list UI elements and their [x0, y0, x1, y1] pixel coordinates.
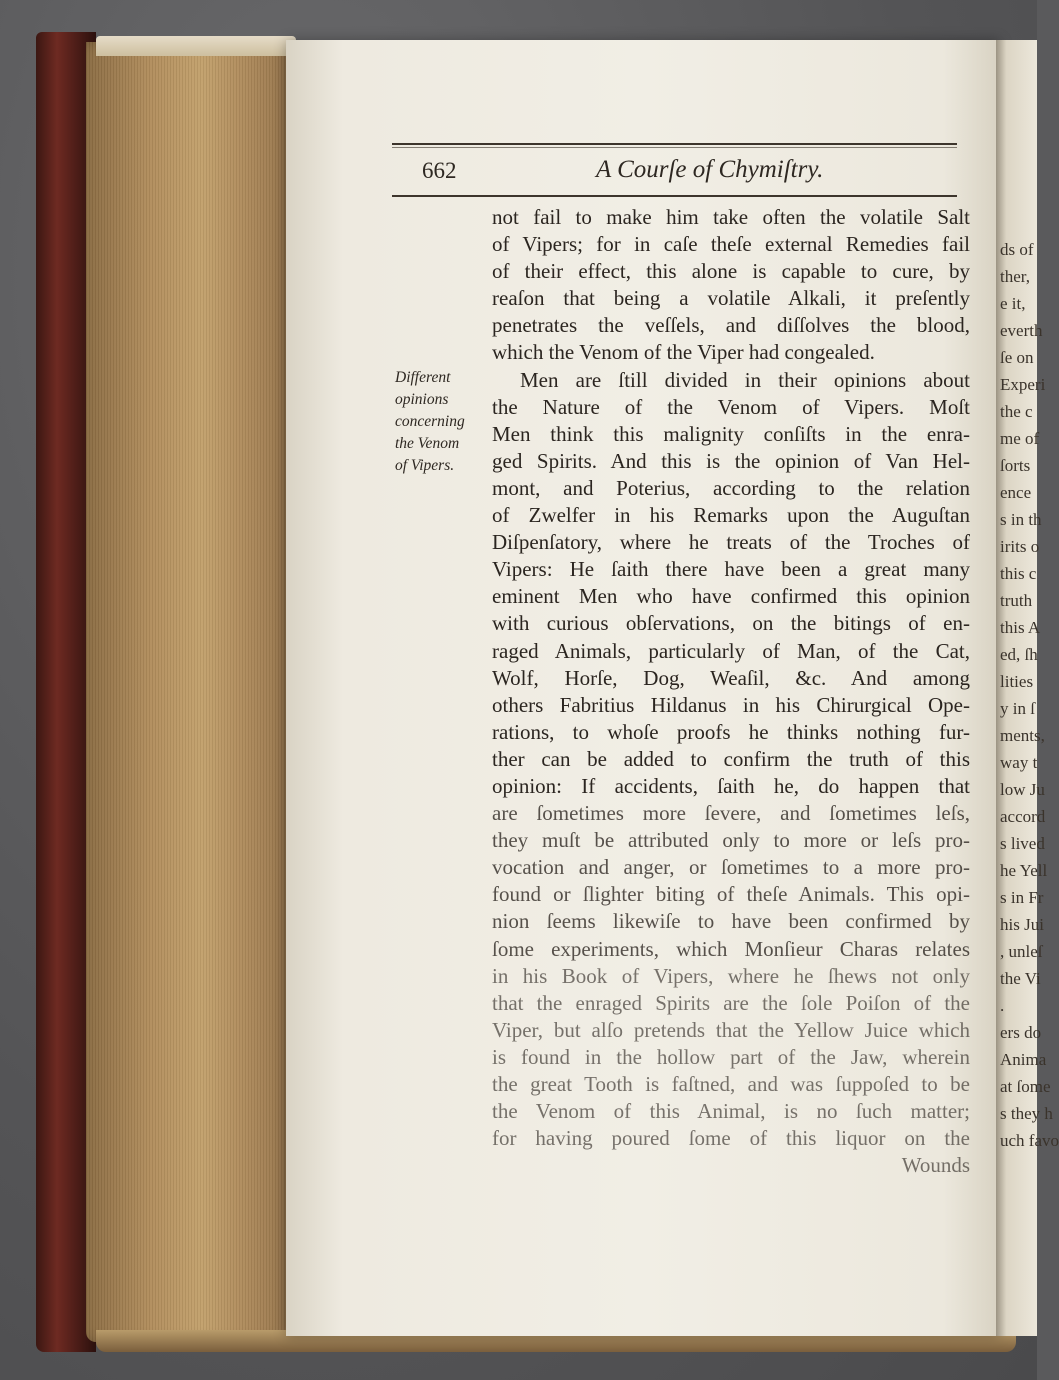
body-line: which the Venom of the Viper had congealed. — [492, 340, 875, 365]
body-line: ged Spirits. And this is the opinion of Van Hel- — [492, 448, 970, 473]
adjacent-page-line: the Vi — [1000, 969, 1041, 988]
adjacent-page-line: Anima — [1000, 1050, 1047, 1069]
body-line: the great Tooth is faſtned, and was ſuppoſed to be — [492, 1072, 970, 1096]
adjacent-page-line: s in th — [1000, 510, 1042, 529]
adjacent-page-line: ments, — [1000, 726, 1045, 745]
body-line: Viper, but alſo pretends that the Yellow Juice which — [492, 1017, 970, 1042]
body-line: of Vipers; for in caſe theſe external Remedies fail — [492, 232, 970, 257]
adjacent-page-line: s they h — [1000, 1104, 1053, 1123]
adjacent-page-line: s in Fr — [1000, 888, 1044, 907]
body-line: found or ſlighter biting of theſe Animals. This opi- — [492, 882, 970, 907]
header-rule-top-thin — [392, 147, 957, 148]
adjacent-page — [996, 40, 1059, 1336]
header-rule-bottom — [392, 195, 957, 197]
margin-note-line: the Venom — [395, 435, 460, 452]
margin-note — [395, 367, 487, 477]
adjacent-page-line: e it, — [1000, 294, 1026, 313]
adjacent-page-line: ence — [1000, 483, 1032, 502]
body-line: with curious obſervations, on the bitings of en- — [492, 611, 970, 636]
body-line: reaſon that being a volatile Alkali, it preſently — [492, 286, 970, 311]
adjacent-page-line: me of — [1000, 429, 1040, 448]
body-line: raged Animals, particularly of Man, of the Cat, — [492, 638, 970, 663]
body-line: Vipers: He ſaith there have been a great many — [492, 557, 970, 582]
adjacent-page-line: ed, ſh — [1000, 645, 1038, 664]
adjacent-page-line: this c — [1000, 564, 1037, 583]
body-line: for having poured ſome of this liquor on the — [492, 1126, 970, 1151]
body-line: Diſpenſatory, where he treats of the Troches of — [492, 530, 970, 555]
adjacent-page-line: ſe on — [1000, 348, 1034, 367]
body-line: the Nature of the Venom of Vipers. Moſt — [492, 394, 970, 419]
body-line: not fail to make him take often the volatile Salt — [492, 205, 970, 229]
page-edges — [86, 42, 296, 1342]
adjacent-page-line: y in ſ — [1000, 699, 1035, 718]
adjacent-page-line: ſorts — [1000, 456, 1031, 475]
body-line: nion ſeems likewiſe to have been confirmed by — [492, 909, 970, 934]
body-line: Men are ſtill divided in their opinions about — [520, 367, 970, 392]
body-text — [492, 204, 970, 1179]
adjacent-page-line: ers do — [1000, 1023, 1042, 1042]
adjacent-page-line: way t — [1000, 753, 1038, 772]
body-line: of their effect, this alone is capable to cure, by — [492, 259, 970, 284]
page-edges-top — [96, 36, 296, 56]
body-line: penetrates the veſſels, and diſſolves the blood, — [492, 313, 970, 338]
adjacent-page-line: he Yell — [1000, 861, 1048, 880]
body-line: mont, and Poterius, according to the relation — [492, 475, 970, 500]
adjacent-page-line: his Jui — [1000, 915, 1044, 934]
body-line: rations, to whoſe proofs he thinks nothing fur- — [492, 719, 970, 744]
body-line: is found in the hollow part of the Jaw, wherein — [492, 1044, 970, 1069]
adjacent-page-line: this A — [1000, 618, 1041, 637]
adjacent-page-line: lities — [1000, 672, 1034, 691]
body-line: are ſometimes more ſevere, and ſometimes leſs, — [492, 801, 970, 826]
header-rule-top — [392, 143, 957, 145]
adjacent-page-line: accord — [1000, 807, 1046, 826]
margin-note-line: concerning — [395, 413, 465, 430]
adjacent-page-line: everth — [1000, 321, 1043, 340]
margin-note-line: opinions — [395, 391, 449, 408]
body-line: opinion: If accidents, ſaith he, do happen that — [492, 773, 970, 798]
body-line: in his Book of Vipers, where he ſhews not only — [492, 963, 970, 988]
adjacent-page-line: ther, — [1000, 267, 1030, 286]
body-line: others Fabritius Hildanus in his Chirurgical Ope- — [492, 692, 970, 717]
adjacent-page-line: the c — [1000, 402, 1033, 421]
body-line: Wolf, Horſe, Dog, Weaſil, &c. And among — [492, 665, 970, 690]
adjacent-page-line: low Ju — [1000, 780, 1045, 799]
adjacent-page-line: ds of — [1000, 240, 1034, 259]
adjacent-page-line: Experi — [1000, 375, 1046, 394]
margin-note-line: of Vipers. — [395, 457, 455, 474]
adjacent-page-line: irits o — [1000, 537, 1040, 556]
body-line: they muſt be attributed only to more or leſs pro- — [492, 828, 970, 853]
body-line: of Zwelfer in his Remarks upon the Auguſtan — [492, 503, 970, 528]
adjacent-page-line: truth — [1000, 591, 1033, 610]
body-line: Men think this malignity conſiſts in the enra- — [492, 421, 970, 446]
adjacent-page-line: uch favo — [1000, 1131, 1059, 1150]
adjacent-page-line: , unleſ — [1000, 942, 1043, 961]
body-line: ther can be added to confirm the truth of this — [492, 746, 970, 771]
margin-note-line: Different — [395, 369, 451, 386]
body-line: ſome experiments, which Monſieur Charas relates — [492, 936, 970, 961]
body-line: that the enraged Spirits are the ſole Poiſon of the — [492, 990, 970, 1015]
body-line: eminent Men who have confirmed this opinion — [492, 584, 970, 609]
adjacent-page-line: at ſome — [1000, 1077, 1051, 1096]
adjacent-page-line: s lived — [1000, 834, 1045, 853]
adjacent-page-line: . — [1000, 996, 1005, 1015]
body-line: Wounds — [901, 1153, 970, 1178]
body-line: the Venom of this Animal, is no ſuch matter; — [492, 1099, 970, 1124]
page-number: 662 — [422, 158, 457, 183]
body-line: vocation and anger, or ſometimes to a more pro- — [492, 855, 970, 880]
running-title: A Courſe of Chymiſtry. — [596, 156, 824, 183]
